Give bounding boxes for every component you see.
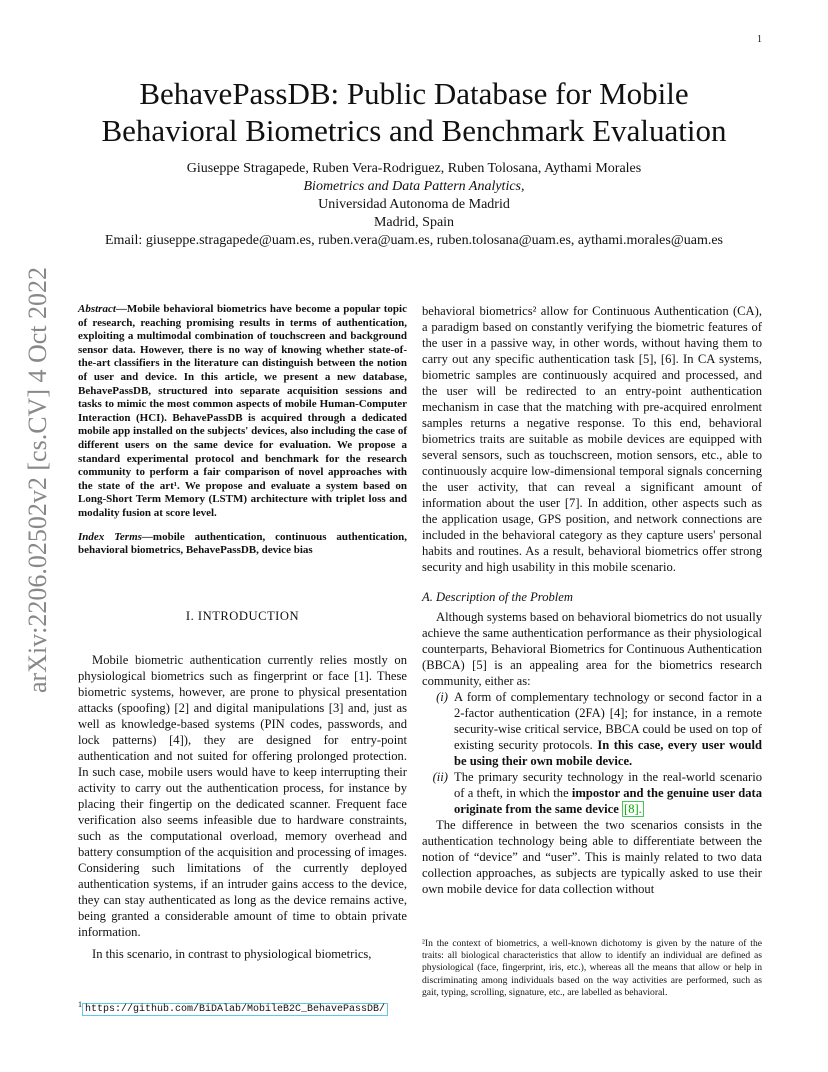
page-number: 1 [757,34,762,45]
abstract-text: —Mobile behavioral biometrics have become a popular topic of research, reaching promising results in terms of authentication, exploiting a multimodal combination of touchscreen and background sensor data. However, there is no way of knowing whether state-of-the-art classifiers in the literature can distinguish between the notion of user and device. In this article, we present a new database, BehavePassDB, structured into separate acquisition sessions and tasks to mimic the most common aspects of mobile Human-Computer Interaction (HCI). BehavePassDB is acquired through a dedicated mobile app installed on the subjects' devices, also including the case of different users on the same device for evaluation. We propose a standard experimental protocol and benchmark for the research community to perform a fair comparison of novel approaches with the state of the art¹. We propose and evaluate a system based on Long-Short Term Memory (LSTM) architecture with triplet loss and modality fusion at score level. [78,303,407,519]
footnote-2: ²In the context of biometrics, a well-known dichotomy is given by the nature of the traits: all biological characteristics that allow to identify an individual are defined as physiological (face, fingerprint, iris, etc.), whereas all the means that allow or help in discriminating among individuals based on the way activities are performed, such as gait, typing, scrolling, signature, etc., are labelled as behavioral. [422,938,762,998]
github-link[interactable]: https://github.com/BiDAlab/MobileB2C_BehavePassDB/ [82,1003,388,1016]
author-emails: Email: giuseppe.stragapede@uam.es, ruben.vera@uam.es, ruben.tolosana@uam.es, aythami.morales@uam.es [105,233,723,248]
abstract-label: Abstract [78,303,116,315]
index-terms-text: —mobile authentication, continuous authentication, behavioral biometrics, BehavePassDB, device bias [78,530,407,557]
list-item-i [422,689,762,769]
index-terms-label: Index Terms [78,530,142,543]
list-item-i-bold: In this case, every user would be using their own mobile device. [454,738,763,768]
list-marker-i: (i) [436,690,448,704]
list-item-ii-bold: impostor and the genuine user data originate from the same device [454,786,763,816]
right-paragraph-2: Although systems based on behavioral biometrics do not usually achieve the same authentication performance as their physiological counterparts, Behavioral Biometrics for Continuous Authentication (BBCA) [5] is an appealing area for the biometrics research community, either as: [422,610,762,688]
right-column [422,303,762,897]
arxiv-sidebar [8,266,68,694]
affiliation-city: Madrid, Spain [373,215,455,230]
list-item-ii [422,769,762,817]
author-block [60,160,768,250]
paper-title [60,75,768,149]
footnote-1 [78,1000,388,1015]
subsection-heading: A. Description of the Problem [422,590,573,604]
list-item-ii-text: The primary security technology in the real-world scenario of a theft, in which the [454,770,762,800]
arxiv-identifier: arXiv:2206.02502v2 [cs.CV] 4 Oct 2022 [23,266,52,694]
list-item-i-text: A form of complementary technology or second factor in a 2-factor authentication (2FA) [4]; for instance, in a remote security-wise critical service, BBCA could be used on top of existing security protocols. [454,690,762,752]
abstract [78,303,407,521]
title-line-2: Behavioral Biometrics and Benchmark Evaluation [101,113,727,148]
footnote-1-mark: 1 [78,1000,82,1009]
section-heading-introduction: I. INTRODUCTION [185,608,300,623]
left-column [78,303,407,962]
citation-link[interactable]: [8]. [624,802,642,816]
title-line-1: BehavePassDB: Public Database for Mobile [139,76,689,111]
index-terms [78,531,407,558]
intro-paragraph-1: Mobile biometric authentication currently relies mostly on physiological biometrics such as fingerprint or face [1]. These biometric systems, however, are prone to physical presentation attacks (spoofing) [2] and digital manipulations [3] and, just as well as knowledge-based systems (PIN codes, passwords, and lock patterns) [4]), they are designed for entry-point authentication and not suited for offering prolonged protection. In such case, mobile users would have to keep interrupting their activity to carry out the authentication process, for instance by placing their fingertip on the dedicated scanner. Frequent face verification also seems infeasible due to hardware constraints, such as the computational overload, memory overhead and battery consumption of the acquisition and processing of images. Considering such limitations of the currently deployed authentication systems, if an intruder gains access to the device, they can stay authenticated as long as the device remains active, being granted a considerable amount of time to obtain private information. [78,652,407,939]
intro-paragraph-2: In this scenario, in contrast to physiological biometrics, [92,946,372,961]
affiliation-lab: Biometrics and Data Pattern Analytics, [303,179,525,194]
list-marker-ii: (ii) [432,770,448,784]
right-paragraph-3: The difference in between the two scenarios consists in the authentication technology being able to differentiate between the notion of “device” and “user”. This is mainly related to two data collection approaches, as subjects are typically asked to use their own mobile device for data collection without [422,818,762,896]
right-paragraph-1: behavioral biometrics² allow for Continuous Authentication (CA), a paradigm based on constantly verifying the biometric features of the user in a passive way, in other words, without having them to carry out any specific authentication task [5], [6]. In CA systems, biometric samples are continuously acquired and processed, and the user will be redirected to an entry-point authentication mechanism in case that the matching with pre-acquired enrolment samples returns a negative response. To this end, behavioral biometrics traits are suitable as mobile devices are equipped with several sensors, such as touchscreen, motion sensors, etc., able to continuously acquire low-dimensional temporal signals concerning the user activity, that can reveal a significant amount of information about the user [7]. In addition, other aspects such as the application usage, GPS position, and network connections are included in the behavioral category as they capture users' personal habits and routines. As a result, behavioral biometrics offer strong security and high usability in this mobile scenario. [422,304,762,574]
author-names: Giuseppe Stragapede, Ruben Vera-Rodriguez, Ruben Tolosana, Aythami Morales [186,161,642,176]
affiliation-university: Universidad Autonoma de Madrid [318,197,510,212]
